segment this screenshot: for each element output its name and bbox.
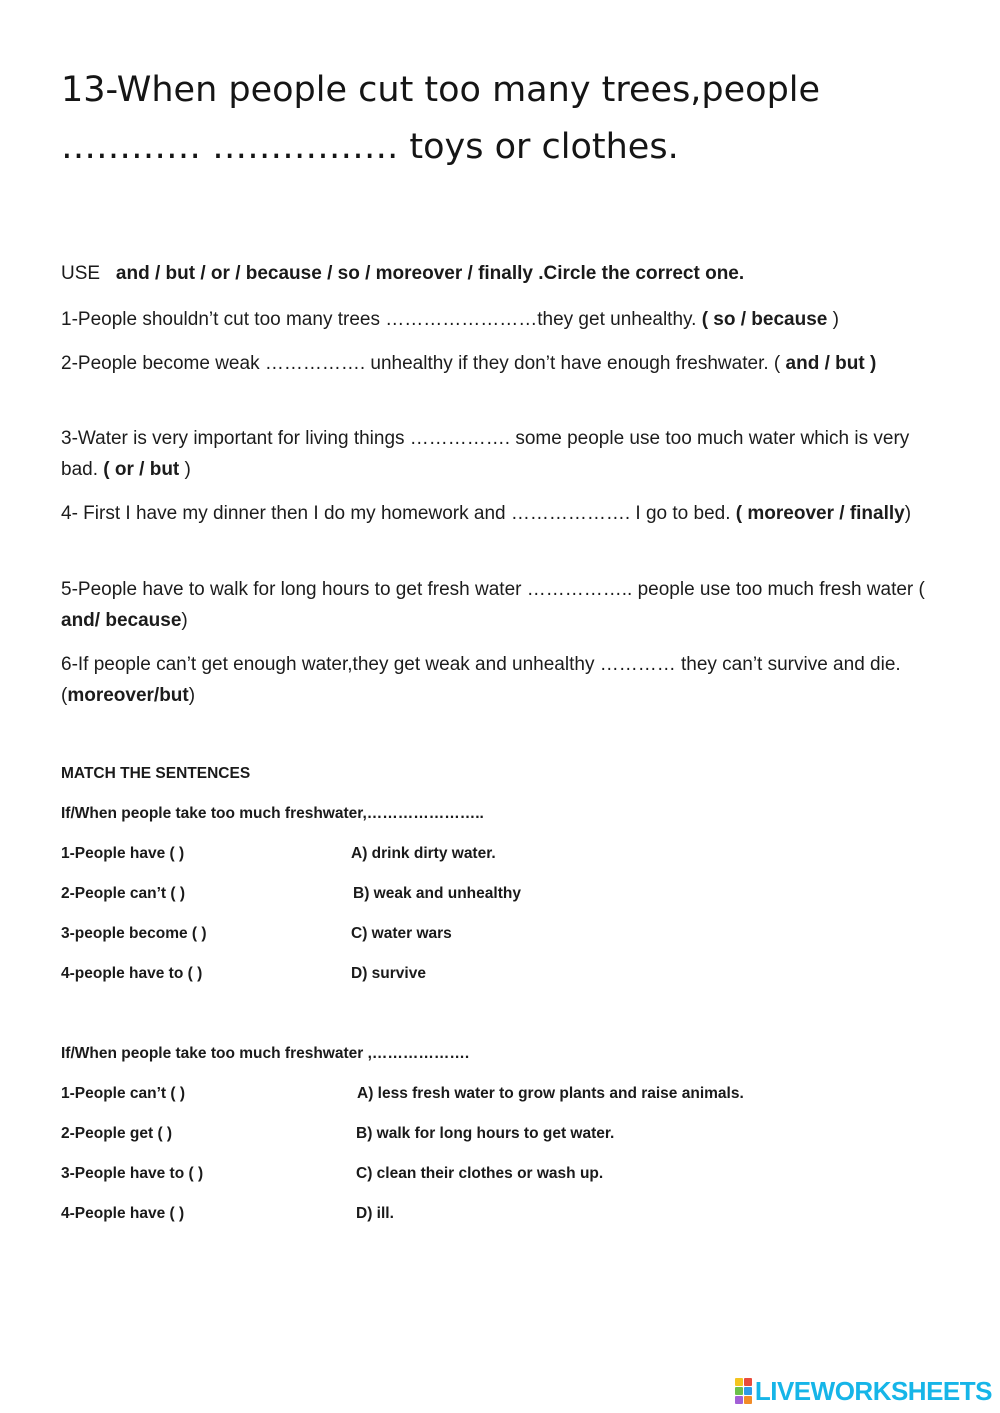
exercise-tail: )	[181, 610, 188, 631]
exercise-text: 6-If people can’t get enough water,they get weak and unhealthy ………… they can’t survive and die.(	[61, 654, 901, 706]
match-row	[0, 1165, 1000, 1187]
match-left[interactable]: 1-People can’t ( )	[61, 1085, 186, 1102]
match-row	[0, 885, 1000, 907]
exercise-tail: )	[904, 503, 912, 524]
liveworksheets-logo[interactable]	[735, 1377, 992, 1405]
exercise-6	[61, 649, 931, 711]
match-row	[0, 965, 1000, 987]
exercise-choices[interactable]: and / but )	[785, 353, 877, 374]
exercise-5	[61, 574, 931, 636]
match-right: A) drink dirty water.	[351, 845, 496, 862]
exercise-3	[61, 423, 931, 485]
exercise-choices[interactable]: moreover/but	[67, 685, 189, 706]
match-row	[0, 1085, 1000, 1107]
exercise-choices[interactable]: ( so / because	[701, 309, 828, 330]
match-row	[0, 925, 1000, 947]
match-row	[0, 845, 1000, 867]
exercise-text: 1-People shouldn’t cut too many trees ……………………they get unhealthy.	[61, 309, 702, 330]
instructions	[61, 262, 941, 286]
match-right: B) weak and unhealthy	[353, 885, 521, 902]
match-left[interactable]: 2-People get ( )	[61, 1125, 173, 1142]
exercise-text: 4- First I have my dinner then I do my homework and ………………. I go to bed.	[61, 503, 736, 524]
match-group-1-lead: If/When people take too much freshwater,…………………..	[61, 805, 484, 822]
match-right: B) walk for long hours to get water.	[356, 1125, 615, 1142]
match-group-2-lead: If/When people take too much freshwater ,……………….	[61, 1045, 470, 1062]
exercise-choices[interactable]: and/ because	[61, 610, 182, 631]
exercise-text: 5-People have to walk for long hours to get fresh water …………….. people use too much fresh water (	[61, 579, 925, 600]
logo-block	[735, 1396, 743, 1404]
instructions-options: and / but / or / because / so / moreover / finally .Circle the correct one.	[115, 263, 745, 284]
match-right: C) clean their clothes or wash up.	[356, 1165, 604, 1182]
match-row	[0, 1205, 1000, 1227]
exercise-1	[61, 304, 931, 335]
match-left[interactable]: 1-People have ( )	[61, 845, 185, 862]
match-row	[0, 1125, 1000, 1147]
question-13	[61, 62, 961, 176]
logo-block	[735, 1387, 743, 1395]
logo-block	[744, 1387, 752, 1395]
exercise-choices[interactable]: ( or / but	[103, 459, 180, 480]
logo-block	[735, 1378, 743, 1386]
match-right: D) ill.	[356, 1205, 394, 1222]
match-title: MATCH THE SENTENCES	[61, 765, 251, 782]
exercise-text: 3-Water is very important for living things ……………. some people use too much water which is very bad.	[61, 428, 910, 480]
exercise-tail: )	[188, 685, 196, 706]
instructions-use-label: USE	[61, 263, 101, 284]
question-13-line-1: 13-When people cut too many trees,people	[61, 70, 821, 110]
exercise-choices[interactable]: ( moreover / finally	[735, 503, 905, 524]
logo-block	[744, 1396, 752, 1404]
logo-blocks-icon	[735, 1378, 752, 1404]
match-right: D) survive	[351, 965, 426, 982]
exercise-text: 2-People become weak ……………. unhealthy if they don’t have enough freshwater. (	[61, 353, 786, 374]
exercise-4	[61, 498, 931, 529]
match-left[interactable]: 3-People have to ( )	[61, 1165, 204, 1182]
logo-text: LIVEWORKSHEETS	[754, 1375, 992, 1406]
match-left[interactable]: 3-people become ( )	[61, 925, 207, 942]
logo-block	[744, 1378, 752, 1386]
match-left[interactable]: 4-people have to ( )	[61, 965, 203, 982]
question-13-line-2: ………… ……………. toys or clothes.	[61, 127, 679, 167]
match-right: C) water wars	[351, 925, 452, 942]
match-left[interactable]: 2-People can’t ( )	[61, 885, 186, 902]
exercise-tail: )	[827, 309, 839, 330]
exercise-2	[61, 348, 931, 379]
exercise-tail: )	[179, 459, 191, 480]
match-left[interactable]: 4-People have ( )	[61, 1205, 185, 1222]
match-right: A) less fresh water to grow plants and raise animals.	[357, 1085, 744, 1102]
